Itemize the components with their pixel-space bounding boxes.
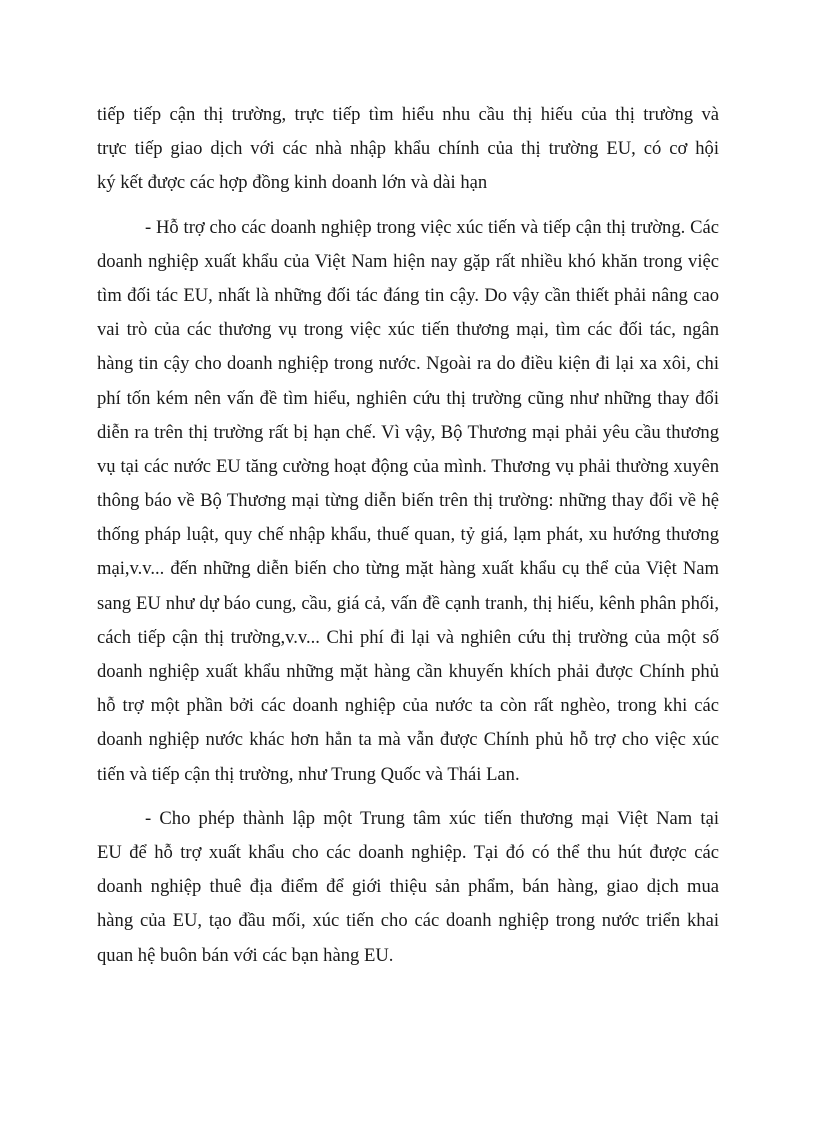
- text-line: tiếp tiếp cận thị trường, trực tiếp tìm hiểu nhu cầu thị hiếu của thị trường và: [97, 104, 719, 125]
- text-line: doanh nghiệp xuất khẩu của Việt Nam hiện nay gặp rất nhiều khó khăn trong việc: [97, 250, 719, 272]
- paragraph-3: [97, 802, 719, 973]
- text-line: EU để hỗ trợ xuất khẩu cho các doanh nghiệp. Tại đó có thể thu hút được các: [97, 841, 719, 863]
- text-line: tìm đối tác EU, nhất là những đối tác đáng tin cậy. Do vậy cần thiết phải nâng cao: [97, 284, 719, 306]
- text-line: vai trò của các thương vụ trong việc xúc tiến thương mại, tìm các đối tác, ngân: [97, 319, 719, 341]
- text-line: thống pháp luật, quy chế nhập khẩu, thuế quan, tỷ giá, lạm phát, xu hướng thương: [97, 524, 719, 546]
- text-line: - Hỗ trợ cho các doanh nghiệp trong việc xúc tiến và tiếp cận thị trường. Các: [145, 216, 719, 238]
- text-line: ký kết được các hợp đồng kinh doanh lớn và dài hạn: [97, 172, 488, 194]
- text-line: tiến và tiếp cận thị trường, như Trung Quốc và Thái Lan.: [97, 763, 520, 785]
- text-line: doanh nghiệp nước khác hơn hẳn ta mà vẫn được Chính phủ hỗ trợ cho việc xúc: [97, 729, 719, 751]
- paragraph-1: [97, 98, 719, 201]
- text-line: doanh nghiệp thuê địa điểm để giới thiệu sản phẩm, bán hàng, giao dịch mua: [97, 876, 719, 898]
- document-body: [97, 98, 719, 973]
- text-line: hàng của EU, tạo đầu mối, xúc tiến cho các doanh nghiệp trong nước triển khai: [97, 910, 719, 932]
- text-line: - Cho phép thành lập một Trung tâm xúc tiến thương mại Việt Nam tại: [145, 807, 719, 829]
- text-line: doanh nghiệp xuất khẩu những mặt hàng cần khuyến khích phải được Chính phủ: [97, 661, 719, 682]
- text-line: trực tiếp giao dịch với các nhà nhập khẩu chính của thị trường EU, có cơ hội: [97, 138, 719, 160]
- text-line: thông báo về Bộ Thương mại từng diễn biến trên thị trường: những thay đổi về hệ: [97, 490, 719, 512]
- text-line: quan hệ buôn bán với các bạn hàng EU.: [97, 944, 394, 966]
- text-line: phí tốn kém nên vấn đề tìm hiểu, nghiên cứu thị trường cũng như những thay đổi: [97, 387, 719, 409]
- paragraph-2: [97, 211, 719, 792]
- text-line: hàng tin cậy cho doanh nghiệp trong nước. Ngoài ra do điều kiện đi lại xa xôi, chi: [97, 353, 719, 375]
- text-line: diễn ra trên thị trường rất bị hạn chế. Vì vậy, Bộ Thương mại phải yêu cầu thương: [97, 421, 719, 443]
- text-line: mại,v.v... đến những diễn biến cho từng mặt hàng xuất khẩu cụ thể của Việt Nam: [97, 558, 719, 580]
- text-line: vụ tại các nước EU tăng cường hoạt động của mình. Thương vụ phải thường xuyên: [97, 455, 719, 477]
- text-line: sang EU như dự báo cung, cầu, giá cả, vấn đề cạnh tranh, thị hiếu, kênh phân phối,: [97, 592, 719, 614]
- text-line: hỗ trợ một phần bởi các doanh nghiệp của nước ta còn rất nghèo, trong khi các: [97, 695, 719, 717]
- text-line: cách tiếp cận thị trường,v.v... Chi phí đi lại và nghiên cứu thị trường của một số: [97, 626, 719, 648]
